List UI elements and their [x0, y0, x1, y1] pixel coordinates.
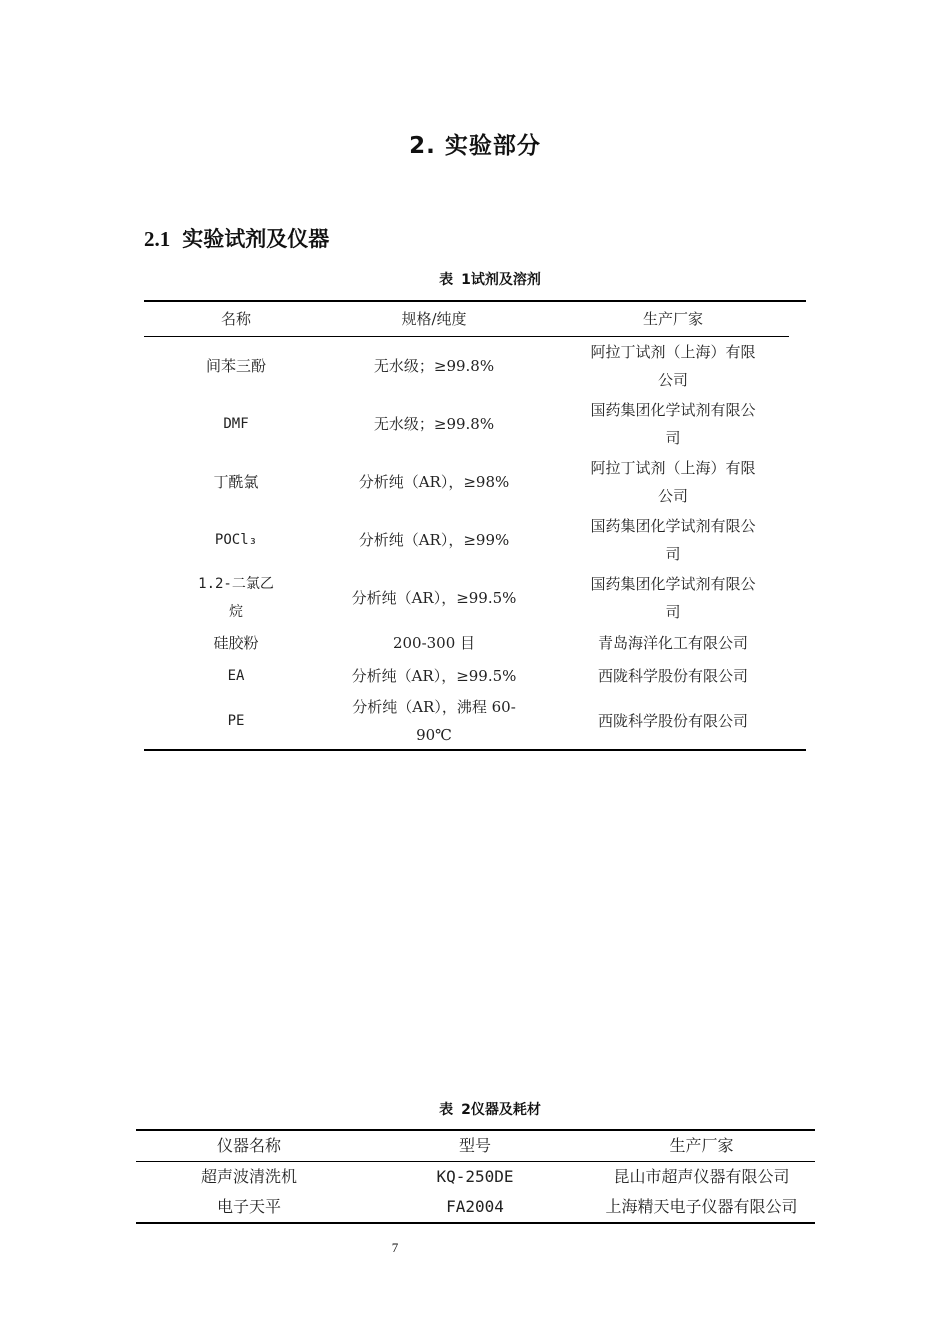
- reagent-name: [144, 511, 328, 569]
- reagent-name: [144, 692, 328, 750]
- reagent-name-line: POCl₃: [214, 532, 258, 548]
- reagent-maker: [540, 395, 806, 453]
- reagent-spec: [328, 511, 540, 569]
- reagent-spec-line: 分析纯（AR），沸程 60-: [352, 697, 516, 716]
- column-header: 型号: [362, 1130, 588, 1162]
- table2-caption: [0, 1099, 950, 1119]
- reagent-maker-line: 阿拉丁试剂（上海）有限: [590, 343, 756, 361]
- section-title: [144, 223, 329, 253]
- reagent-maker-line: 国药集团化学试剂有限公: [590, 517, 756, 535]
- instrument-name: 电子天平: [216, 1197, 281, 1216]
- table-row: [144, 627, 806, 659]
- instrument-name: 超声波清洗机: [200, 1167, 297, 1186]
- reagent-maker: [540, 337, 806, 395]
- table-row: [136, 1192, 815, 1223]
- reagent-maker-line: 司: [665, 603, 681, 621]
- table2-caption-text: 仪器及耗材: [470, 1102, 541, 1118]
- table-row: [144, 659, 806, 692]
- reagent-maker: [540, 659, 806, 692]
- reagent-spec-line: 分析纯（AR），≥99.5%: [351, 589, 517, 607]
- instrument-maker: 昆山市超声仪器有限公司: [613, 1167, 790, 1186]
- reagent-maker: [540, 453, 806, 511]
- table1-caption-prefix: 表: [439, 272, 454, 288]
- reagent-name: [144, 659, 328, 692]
- reagent-maker: [540, 692, 806, 750]
- reagent-maker-line: 青岛海洋化工有限公司: [597, 634, 748, 652]
- reagent-spec: [328, 569, 540, 627]
- table-row: [144, 692, 806, 750]
- reagent-spec-line: 分析纯（AR），≥99%: [358, 531, 510, 549]
- reagent-name-line: 烷: [229, 604, 243, 620]
- reagent-maker-line: 国药集团化学试剂有限公: [590, 401, 756, 419]
- table1-caption-number: 1: [461, 272, 471, 288]
- reagent-maker-line: 司: [665, 545, 681, 563]
- reagent-spec-line: 分析纯（AR），≥98%: [358, 473, 510, 491]
- instrument-model: FA2004: [446, 1197, 504, 1216]
- table-row: [144, 337, 806, 395]
- reagent-maker: [540, 511, 806, 569]
- reagent-name: [144, 395, 328, 453]
- reagents-table: [144, 300, 806, 751]
- column-header: 生产厂家: [588, 1130, 815, 1162]
- reagent-spec: [328, 692, 540, 750]
- section-title-text: 实验试剂及仪器: [182, 227, 330, 251]
- reagent-maker-line: 阿拉丁试剂（上海）有限: [590, 459, 756, 477]
- reagent-spec: [328, 453, 540, 511]
- reagent-name: [144, 627, 328, 659]
- reagent-maker: [540, 627, 806, 659]
- reagent-name-line: 硅胶粉: [213, 634, 259, 652]
- reagent-name-line: EA: [227, 667, 245, 684]
- reagent-name: [144, 337, 328, 395]
- table-row: [144, 511, 806, 569]
- reagent-spec-line: 90℃: [416, 725, 452, 744]
- reagent-name-line: 间苯三酚: [205, 357, 266, 375]
- reagent-name-line: 1.2-二氯乙: [198, 576, 274, 592]
- column-header: 生产厂家: [642, 310, 703, 328]
- reagent-name-line: PE: [227, 712, 245, 729]
- column-header: 规格/纯度: [401, 310, 467, 328]
- page-number: 7: [391, 1240, 399, 1255]
- reagent-spec-line: 无水级；≥99.8%: [373, 357, 495, 375]
- reagent-name: [144, 569, 328, 627]
- reagent-spec: [328, 395, 540, 453]
- reagent-name-line: DMF: [223, 416, 249, 432]
- reagent-name-line: 丁酰氯: [213, 473, 259, 491]
- column-header: 名称: [220, 310, 251, 328]
- section-number: 2.1: [144, 227, 171, 251]
- reagent-spec: [328, 337, 540, 395]
- reagent-spec-line: 无水级；≥99.8%: [373, 415, 495, 433]
- table-header-row: [136, 1130, 815, 1162]
- reagent-spec: [328, 659, 540, 692]
- reagent-maker-line: 西陇科学股份有限公司: [597, 711, 748, 730]
- reagent-spec: [328, 627, 540, 659]
- instrument-maker: 上海精天电子仪器有限公司: [605, 1197, 798, 1216]
- reagent-maker: [540, 569, 806, 627]
- table-header-row: [144, 301, 806, 336]
- reagent-maker-line: 公司: [657, 371, 688, 389]
- reagent-spec-line: 分析纯（AR），≥99.5%: [351, 666, 517, 685]
- instrument-model: KQ-250DE: [436, 1167, 514, 1186]
- table1-caption-text: 试剂及溶剂: [470, 272, 541, 288]
- reagent-name: [144, 453, 328, 511]
- table-row: [136, 1162, 815, 1193]
- column-header: 仪器名称: [136, 1130, 362, 1162]
- table1-caption: [0, 269, 950, 289]
- reagent-maker-line: 国药集团化学试剂有限公: [590, 575, 756, 593]
- reagent-maker-line: 西陇科学股份有限公司: [597, 666, 748, 685]
- instruments-table: [136, 1129, 815, 1224]
- table-row: [144, 569, 806, 627]
- reagent-maker-line: 司: [665, 429, 681, 447]
- table-row: [144, 453, 806, 511]
- table2-caption-number: 2: [461, 1102, 471, 1118]
- reagent-spec-line: 200-300 目: [392, 634, 476, 652]
- table-row: [144, 395, 806, 453]
- table2-caption-prefix: 表: [439, 1102, 454, 1118]
- reagent-maker-line: 公司: [657, 487, 688, 505]
- chapter-title: 2. 实验部分: [409, 133, 541, 159]
